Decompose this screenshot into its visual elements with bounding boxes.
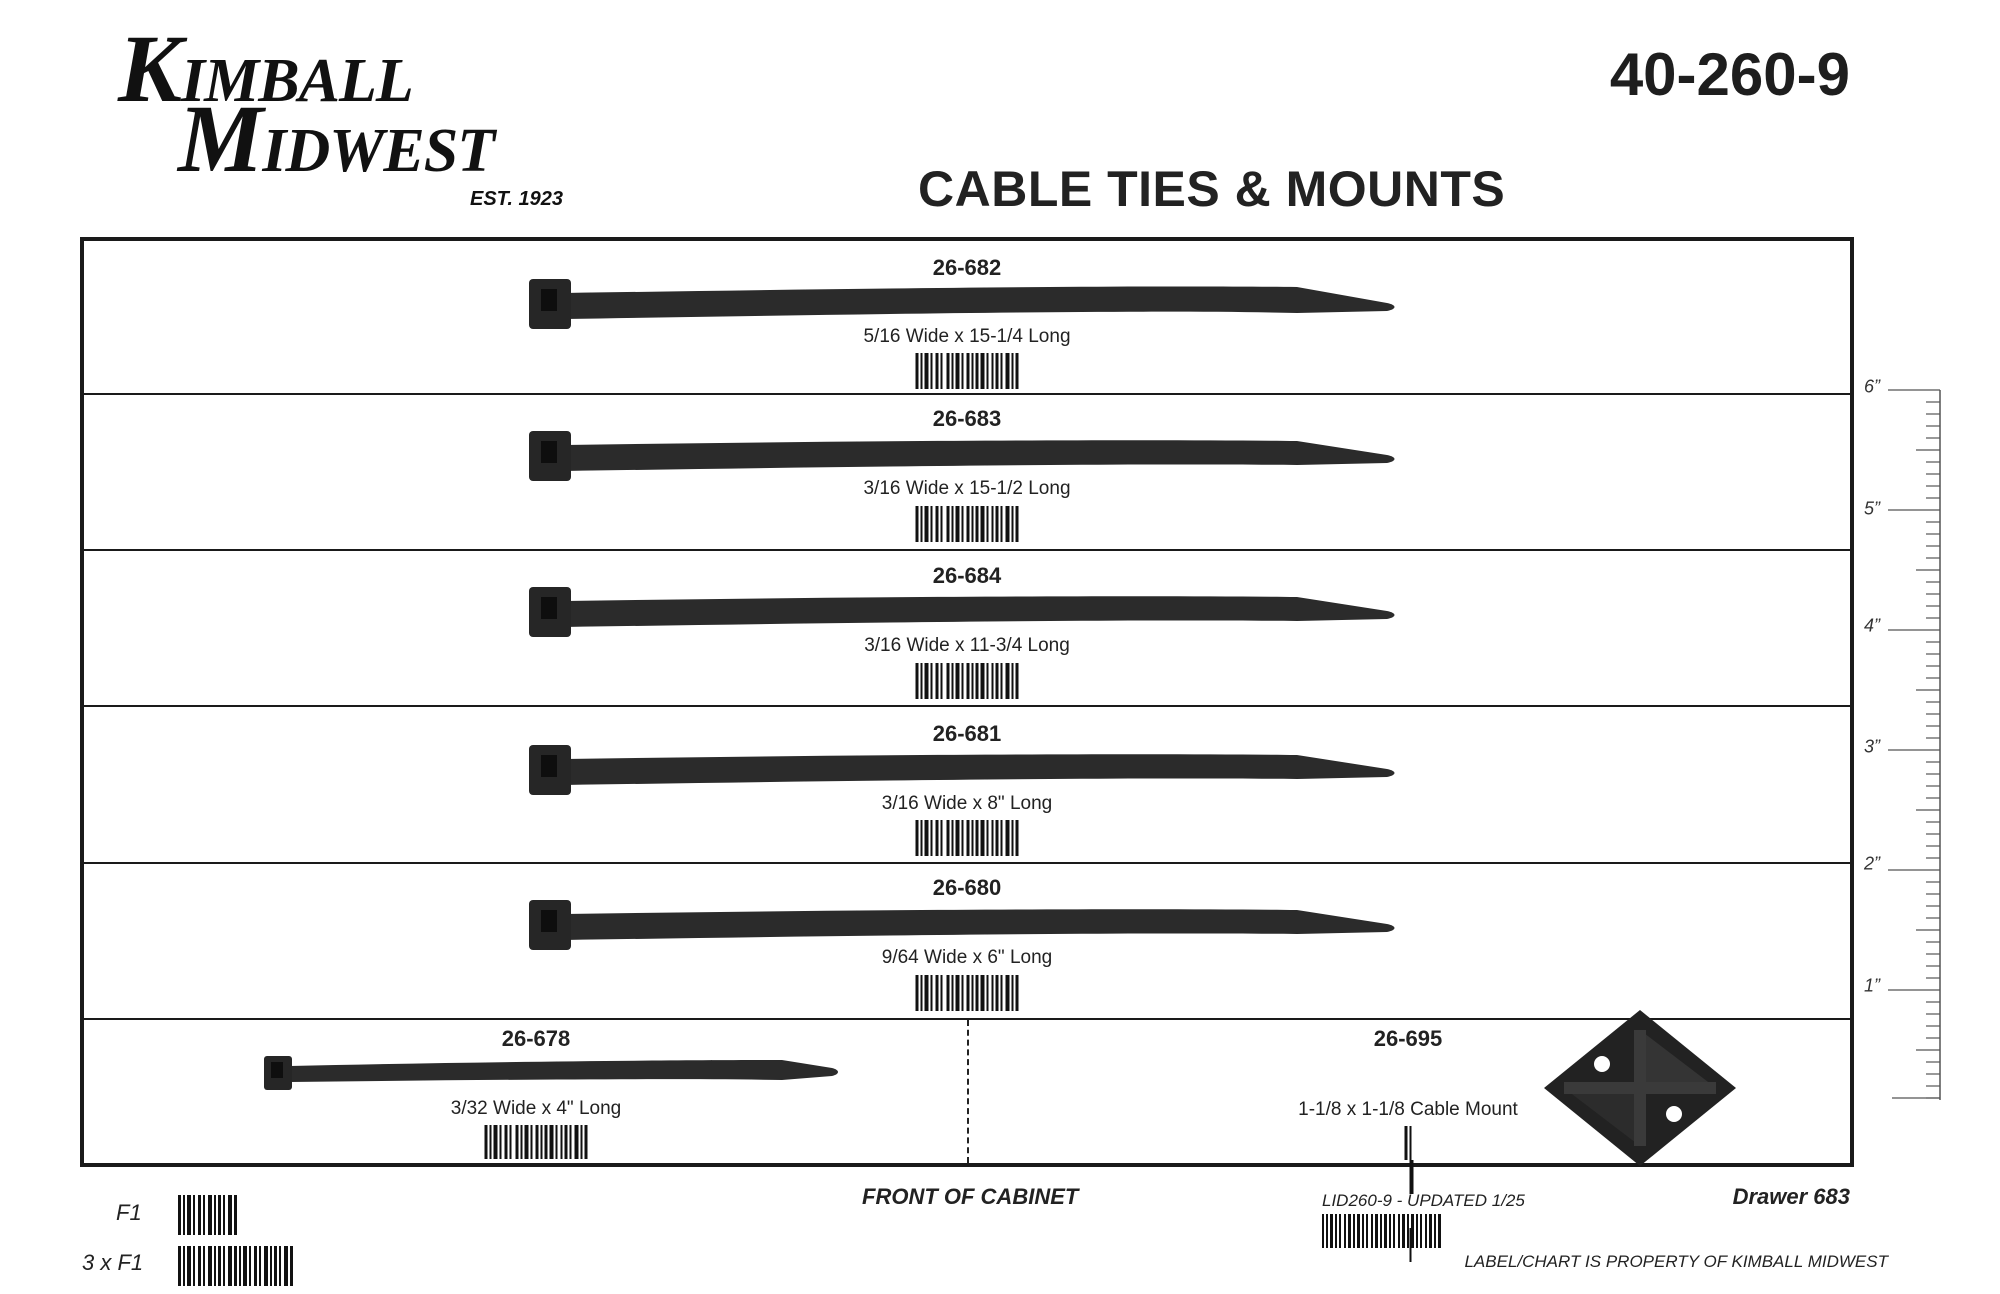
- part-description: 1-1/8 x 1-1/8 Cable Mount: [1298, 1099, 1518, 1120]
- barcode: [1405, 1126, 1412, 1160]
- ruler-label: 4”: [1864, 615, 1881, 636]
- part-number: 26-683: [932, 406, 1002, 431]
- part-number: 26-684: [932, 563, 1002, 588]
- part-description: 3/16 Wide x 15-1/2 Long: [863, 478, 1071, 499]
- drawer-row: [84, 864, 1850, 1020]
- part-description: 3/32 Wide x 4" Long: [450, 1098, 622, 1119]
- cable-tie-image: [527, 741, 1407, 799]
- part-number: 26-678: [501, 1026, 571, 1051]
- f1-barcode: [178, 1195, 237, 1235]
- kimball-midwest-logo: [118, 15, 598, 220]
- barcode: [916, 353, 1019, 389]
- ruler-label: 6”: [1864, 376, 1881, 397]
- cable-tie-image: [527, 275, 1407, 333]
- drawer-label: Drawer 683: [1732, 1184, 1850, 1209]
- drawer-row: [84, 241, 1850, 395]
- drawer-row: [84, 707, 1850, 864]
- cable-tie-image: [527, 583, 1407, 641]
- f1x3-barcode: [178, 1246, 293, 1286]
- f1x3-label: 3 x F1: [82, 1250, 144, 1275]
- cable-tie-image: [527, 427, 1407, 485]
- barcode: [916, 506, 1019, 542]
- drawer-row: [84, 395, 1850, 551]
- drawer-row: [84, 551, 1850, 707]
- chart-number: 40-260-9: [1609, 41, 1850, 108]
- drawer-row-split: [84, 1020, 1850, 1163]
- cable-tie-image: [527, 896, 1407, 954]
- part-number: 26-682: [932, 255, 1002, 280]
- logo-line-2: MIDWEST: [178, 85, 495, 192]
- front-of-cabinet-label: FRONT OF CABINET: [862, 1184, 1079, 1209]
- barcode: [485, 1125, 588, 1159]
- part-number: 26-681: [932, 721, 1002, 746]
- cable-tie-image: [262, 1050, 842, 1094]
- section-divider: [967, 1020, 969, 1163]
- barcode: [916, 663, 1019, 699]
- page-title: CABLE TIES & MOUNTS: [918, 161, 1506, 217]
- ruler-label: 3”: [1864, 736, 1881, 757]
- ruler-label: 5”: [1864, 498, 1881, 519]
- ruler-label: 2”: [1864, 853, 1881, 874]
- part-description: 9/64 Wide x 6" Long: [881, 947, 1053, 968]
- part-number: 26-695: [1373, 1026, 1443, 1051]
- part-description: 5/16 Wide x 15-1/4 Long: [863, 326, 1071, 347]
- barcode: [916, 820, 1019, 856]
- part-description: 3/16 Wide x 11-3/4 Long: [864, 635, 1070, 656]
- barcode: [916, 975, 1019, 1011]
- cable-mount-image: [1540, 1008, 1740, 1168]
- lid-label: LID260-9 - UPDATED 1/25: [1322, 1191, 1525, 1210]
- f1-label: F1: [116, 1200, 142, 1225]
- part-number: 26-680: [932, 875, 1002, 900]
- logo-line-1: KIMBALL: [118, 15, 413, 122]
- drawer-layout: [80, 237, 1854, 1167]
- property-notice: LABEL/CHART IS PROPERTY OF KIMBALL MIDWEST: [1464, 1252, 1888, 1271]
- ruler-label: 1”: [1864, 975, 1881, 996]
- logo-established: EST. 1923: [470, 188, 564, 210]
- lid-barcode: [1322, 1214, 1441, 1248]
- part-description: 3/16 Wide x 8" Long: [881, 793, 1053, 814]
